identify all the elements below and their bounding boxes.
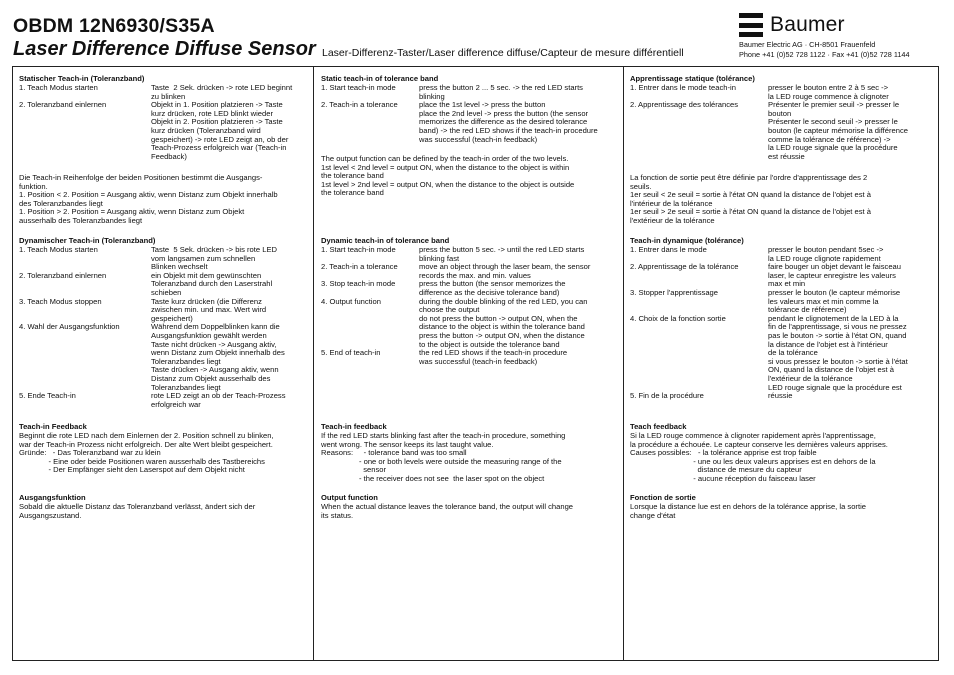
en-output-heading: Output function — [321, 493, 378, 502]
en-dynamic-heading: Dynamic teach-in of tolerance band — [321, 236, 450, 245]
en-static-steps: 1. Start teach-in mode 2. Teach-in a tolerance — [321, 83, 398, 110]
de-dynamic-steps: 1. Teach Modus starten 2. Toleranzband einlernen 3. Teach Modus stoppen 4. Wahl der Ausgangsfunktion 5. Ende Teach-in — [19, 245, 120, 401]
logo-mark-icon — [739, 13, 763, 37]
en-feedback-reasons: Reasons: - tolerance band was too small - one or both levels were outside the measuring range of the sensor - the receiver does not see the laser spot on the object — [321, 448, 562, 483]
fr-static-heading: Apprentissage statique (tolérance) — [630, 74, 755, 83]
content-frame — [12, 66, 939, 661]
fr-dynamic-heading: Teach-in dynamique (tolérance) — [630, 236, 744, 245]
de-static-note: Die Teach-in Reihenfolge der beiden Positionen bestimmt die Ausgangs- funktion. 1. Position < 2. Position = Ausgang aktiv, wenn Distanz zum Objekt innerhalb des Toleranzbandes liegt 1. Position > 2. Position = Ausgang aktiv, wenn Distanz zum Objekt ausserhalb des Toleranzbandes liegt — [19, 173, 278, 225]
fr-static-steps: 1. Entrer dans le mode teach-in 2. Apprentissage des tolérances — [630, 83, 739, 110]
de-static-steps: 1. Teach Modus starten 2. Toleranzband einlernen — [19, 83, 107, 110]
en-static-actions: press the button 2 ... 5 sec. -> the red LED starts blinking place the 1st level -> press the button place the 2nd level -> press the button (the sensor memorizes the difference as the desired tolerance band) -> the red LED shows if the teach-in procedure was successful (teach-in feedback) — [419, 83, 598, 144]
de-dynamic-heading: Dynamischer Teach-in (Toleranzband) — [19, 236, 156, 245]
de-feedback-text: Beginnt die rote LED nach dem Einlernen der 2. Position schnell zu blinken, war der Teach-in Prozess nicht erfolgreich. Der alte Wert bleibt gespeichert. — [19, 431, 274, 449]
fr-feedback-heading: Teach feedback — [630, 422, 687, 431]
de-output-heading: Ausgangsfunktion — [19, 493, 86, 502]
de-feedback-reasons: Gründe: - Das Toleranzband war zu klein - Eine oder beide Positionen waren ausserhalb des Tastbereichs - Der Empfänger sieht den Laserspot auf dem Objekt nicht — [19, 448, 265, 475]
fr-output-heading: Fonction de sortie — [630, 493, 696, 502]
fr-feedback-reasons: Causes possibles: - la tolérance apprise est trop faible - une ou les deux valeurs apprises est en dehors de la distance de mesure du capteur - aucune réception du faisceau laser — [630, 448, 876, 483]
de-output-text: Sobald die aktuelle Distanz das Toleranzband verlässt, ändert sich der Ausgangszustand. — [19, 502, 256, 520]
de-static-heading: Statischer Teach-in (Toleranzband) — [19, 74, 145, 83]
en-feedback-heading: Teach-in feedback — [321, 422, 387, 431]
en-dynamic-actions: press the button 5 sec. -> until the red LED starts blinking fast move an object through the laser beam, the sensor records the max. and min. values press the button (the sensor memorizes the difference as the decisive tolerance band) during the double blinking of the red LED, you can choose the output do not press the button -> output ON, when the distance to the object is within the tolerance band press the button -> output ON, when the distance to the object is outside the tolerance band the red LED shows if the teach-in procedure was successful (teach-in feedback) — [419, 245, 591, 366]
column-english — [313, 67, 623, 660]
en-dynamic-steps: 1. Start teach-in mode 2. Teach-in a tolerance 3. Stop teach-in mode 4. Output function 5. End of teach-in — [321, 245, 398, 358]
model-number: OBDM 12N6930/S35A — [13, 15, 215, 37]
de-static-actions: Taste 2 Sek. drücken -> rote LED beginnt zu blinken Objekt in 1. Position platzieren -> Taste kurz drücken, rote LED blinkt wieder Objekt in 2. Position platzieren -> Taste kurz drücken (Toleranzband wird gespeichert) -> rote LED zeigt an, ob der Teach-Prozess erfolgreich war (Teach-in Feedback) — [151, 83, 293, 161]
baumer-logo — [739, 13, 845, 37]
company-phone: Phone +41 (0)52 728 1122 · Fax +41 (0)52 728 1144 — [739, 50, 910, 59]
brand-name: Baumer — [770, 13, 845, 36]
en-feedback-text: If the red LED starts blinking fast after the teach-in procedure, something went wrong. The sensor keeps its last taught value. — [321, 431, 566, 449]
column-french — [623, 67, 938, 660]
product-title: Laser Difference Diffuse Sensor — [13, 38, 316, 60]
en-static-heading: Static teach-in of tolerance band — [321, 74, 439, 83]
column-german — [13, 67, 313, 660]
fr-dynamic-actions: presser le bouton pendant 5sec -> la LED rouge clignote rapidement faire bouger un objet devant le faisceau laser, le capteur enregistre les valeurs max et min presser le bouton (le capteur mémorise les valeurs max et min comme la tolérance de référence) pendant le clignotement de la LED à la fin de l'apprentissage, si vous ne pressez pas le bouton -> sortie à l'état ON, quand la distance de l'objet est à l'intérieur de la tolérance si vous pressez le bouton -> sortie à l'état ON, quand la distance de l'objet est à l'extérieur de la tolérance LED rouge signale que la procédure est réussie — [768, 245, 908, 401]
product-subtitle: Laser-Differenz-Taster/Laser difference diffuse/Capteur de mesure différentiell — [322, 47, 684, 59]
fr-feedback-text: Si la LED rouge commence à clignoter rapidement après l'apprentissage, la procédure a échouée. Le capteur conserve les dernières valeurs apprises. — [630, 431, 888, 449]
en-static-note: The output function can be defined by the teach-in order of the two levels. 1st level < 2nd level = output ON, when the distance to the object is within the tolerance band 1st level > 2nd level = output ON, when the distance to the object is outside the tolerance band — [321, 154, 575, 198]
fr-output-text: Lorsque la distance lue est en dehors de la tolérance apprise, la sortie change d'état — [630, 502, 866, 520]
de-dynamic-actions: Taste 5 Sek. drücken -> bis rote LED vom langsamen zum schnellen Blinken wechselt ein Objekt mit dem gewünschten Toleranzband durch den Laserstrahl schieben Taste kurz drücken (die Differenz zwischen min. und max. Wert wird gespeichert) Während dem Doppelblinken kann die Ausgangsfunktion gewählt werden Taste nicht drücken -> Ausgang aktiv, wenn Distanz zum Objekt innerhalb des Toleranzbandes liegt Taste drücken -> Ausgang aktiv, wenn Distanz zum Objekt ausserhalb des Toleranzbandes liegt rote LED zeigt an ob der Teach-Prozess erfolgreich war — [151, 245, 286, 409]
fr-dynamic-steps: 1. Entrer dans le mode 2. Apprentissage de la tolérance 3. Stopper l'apprentissage 4. Choix de la fonction sortie 5. Fin de la procédure — [630, 245, 739, 401]
fr-static-actions: presser le bouton entre 2 à 5 sec -> la LED rouge commence à clignoter Présenter le premier seuil -> presser le bouton Présenter le second seuil -> presser le bouton (le capteur mémorise la différence comme la tolérance de référence) -> la LED rouge signale que la procédure est réussie — [768, 83, 908, 161]
company-address: Baumer Electric AG · CH-8501 Frauenfeld — [739, 40, 876, 49]
fr-static-note: La fonction de sortie peut être définie par l'ordre d'apprentissage des 2 seuils. 1er seuil < 2e seuil = sortie à l'état ON quand la distance de l'objet est à l'intérieur de la tolérance 1er seuil > 2e seuil = sortie à l'état ON quand la distance de l'objet est à l'extérieur de la tolérance — [630, 173, 871, 225]
de-feedback-heading: Teach-in Feedback — [19, 422, 87, 431]
en-output-text: When the actual distance leaves the tolerance band, the output will change its status. — [321, 502, 574, 520]
